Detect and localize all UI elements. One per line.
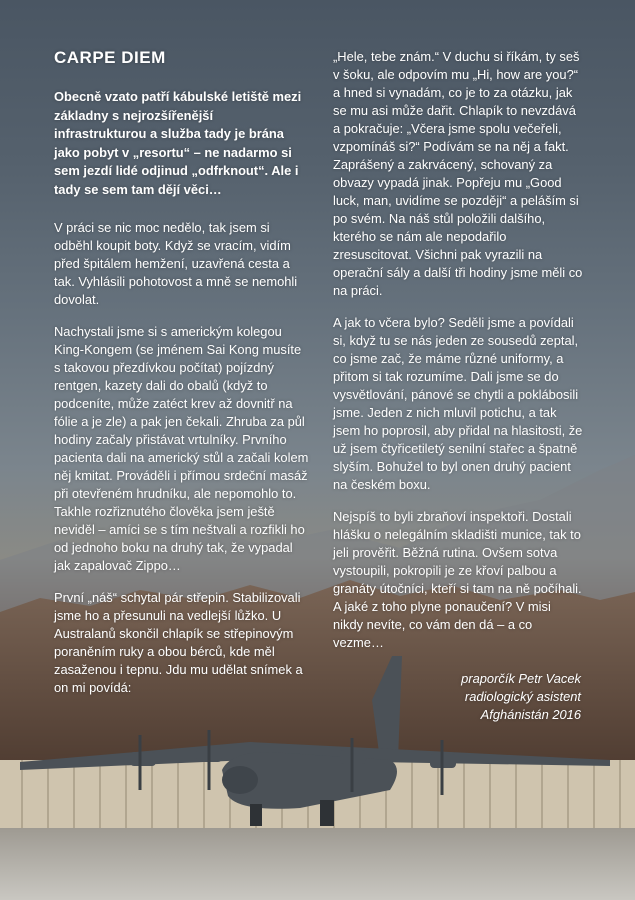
paragraph: Nachystali jsme si s americkým kolegou King-Kongem (se jménem Sai Kong musíte s takovou přezdívkou počítat) pojízdný rentgen, kazety dali do obalů (když to podceníte, může zatéct krev až dovnitř na fólie a je zle) a pak jen čekali. Zhruba za půl hodiny začaly přistávat vrtulníky. Prvního pacienta dali na americký stůl a začali kolem něj kmitat. Prováděli i přímou srdeční masáž při otevřeném hrudníku, ale nepomohlo to. Takhle rozřiznutého člověka jsem ještě neviděl – amíci se s tím neštvali a rozfikli ho od jednoho boku na druhý tak, že vypadal jak zapalovač Zippo… <box>54 324 309 573</box>
paragraph: A jak to včera bylo? Seděli jsme a povídali si, když tu se nás jeden ze sousedů zeptal, co jsme zač, že máme různé uniformy, a přitom si tak rozumíme. Dali jsme se do vysvětlování, pánové se chytli a poklábosili jsme. Jeden z nich mluvil potichu, a tak jsem ho poprosil, aby přidal na hlasitosti, že už jsem čtyřicetiletý senilní stařec a špatně slyším. Bohužel to byl onen druhý pacient na českém boxu. <box>333 315 583 492</box>
paragraph: První „náš“ schytal pár střepin. Stabilizovali jsme ho a přesunuli na vedlejší lůžko. U Australanů skončil chlapík se střepinovým poraněním ruky a obou bérců, kde měl zasaženou i tepnu. Jdu mu udělat snímek a on mi povídá: <box>54 590 303 695</box>
left-column <box>54 48 309 711</box>
article-title: CARPE DIEM <box>54 48 166 67</box>
author-name: praporčík Petr Vacek <box>461 671 581 686</box>
author-signature <box>333 670 581 724</box>
paragraph: V práci se nic moc nedělo, tak jsem si odběhl koupit boty. Když se vracím, vidím před špitálem hemžení, uzavřená cesta a tak. Vyhlásili pohotovost a mně se nemohli dovolat. <box>54 220 298 307</box>
author-location-year: Afghánistán 2016 <box>480 707 581 722</box>
article-lead: Obecně vzato patří kábulské letiště mezi základny s nejrozšířenější infrastrukturou a služba tady je brána jako pobyt v „resortu“ – ne nadarmo si sem jezdí lidé odjinud „odfrknout“. Ale i tady se sem tam dějí věci… <box>54 89 302 197</box>
paragraph: Nejspíš to byli zbraňoví inspektoři. Dostali hlášku o nelegálním skladišti munice, tak to jeli prověřit. Běžná rutina. Ovšem sotva vystoupili, pokropili je ze křoví palbou a granáty útočníci, kteří si tam na ně počíhali. A jaké z toho plyne ponaučení? V misi nikdy nevíte, co vám den dá – a co vezme… <box>333 509 582 650</box>
paragraph: „Hele, tebe znám.“ V duchu si říkám, ty seš v šoku, ale odpovím mu „Hi, how are you?“ a hned si vynadám, co je to za otázku, jak se mu asi může dařit. Chlapík to nevzdává a pokračuje: „Včera jsme spolu večeřeli, vzpomínáš si?“ Podívám se na něj a fakt. Zaprášený a zakrvácený, schovaný za obvazy vypadá jinak. Popřeju mu „Good luck, man, uvidíme se později“ a peláším si po svém. Na náš stůl položili dalšího, kterého se nám ale nepodařilo zresuscitovat. Všichni pak vyrazili na operační sály a další tři hodiny jsme měli co na práci. <box>333 49 583 298</box>
right-column <box>333 48 583 724</box>
tarmac <box>0 828 635 900</box>
author-role: radiologický asistent <box>464 689 581 704</box>
